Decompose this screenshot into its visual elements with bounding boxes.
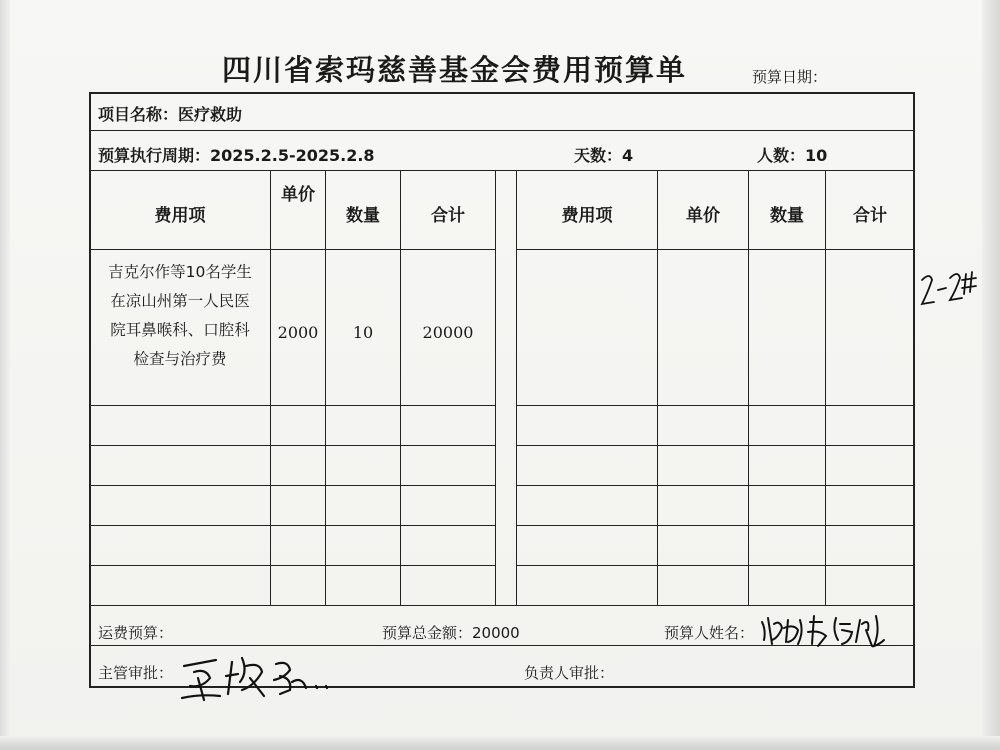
budget-person-label: 预算人姓名： — [664, 624, 755, 642]
supervisor-signature — [176, 648, 336, 704]
header-total: 合计 — [431, 206, 465, 226]
row-divider — [89, 130, 915, 131]
row-divider — [89, 565, 495, 566]
row-divider — [89, 249, 495, 250]
header-quantity: 数量 — [346, 206, 380, 226]
row-divider — [89, 445, 495, 446]
column-divider — [825, 170, 826, 605]
expense-item-line: 吉克尔作等10名学生 — [108, 263, 252, 281]
execution-period: 预算执行周期：2025.2.5-2025.2.8 — [98, 146, 375, 165]
row-divider — [516, 249, 915, 250]
header-unit-price-right: 单价 — [686, 206, 720, 226]
column-divider — [270, 170, 271, 605]
header-total-right: 合计 — [853, 206, 887, 226]
header-quantity-right: 数量 — [770, 206, 804, 226]
margin-handwritten-note — [918, 262, 980, 310]
column-divider — [748, 170, 749, 605]
shipping-budget-label: 运费预算： — [98, 624, 174, 642]
days-count: 天数：4 — [574, 146, 634, 165]
row-divider — [89, 405, 495, 406]
table-separator — [516, 170, 517, 605]
row-divider — [516, 525, 915, 526]
row-divider — [516, 445, 915, 446]
quantity-value: 10 — [352, 323, 374, 342]
unit-price-value: 2000 — [277, 323, 319, 342]
budget-table-frame — [89, 92, 915, 688]
column-divider — [325, 170, 326, 605]
total-value: 20000 — [422, 323, 474, 342]
column-divider — [495, 170, 496, 605]
people-count: 人数：10 — [757, 146, 828, 165]
expense-item-line: 在凉山州第一人民医 — [110, 292, 250, 310]
header-expense-item: 费用项 — [154, 206, 206, 226]
row-divider — [89, 170, 915, 171]
expense-item-line: 院耳鼻喉科、口腔科 — [110, 321, 250, 339]
budget-person-signature — [758, 610, 888, 650]
header-expense-item-right: 费用项 — [561, 206, 613, 226]
scan-edge-right — [982, 0, 1000, 750]
budget-date-label: 预算日期： — [752, 68, 828, 86]
scan-edge-bottom — [0, 736, 1000, 750]
row-divider — [516, 565, 915, 566]
row-divider — [516, 485, 915, 486]
scan-edge-left — [0, 0, 10, 750]
responsible-approval-label: 负责人审批： — [524, 664, 615, 682]
row-divider — [516, 405, 915, 406]
expense-item-line: 检查与治疗费 — [133, 350, 227, 368]
project-name: 项目名称：医疗救助 — [98, 105, 243, 124]
expense-item-description — [92, 258, 268, 374]
row-divider — [89, 605, 915, 606]
column-divider — [400, 170, 401, 605]
row-divider — [89, 525, 495, 526]
column-divider — [657, 170, 658, 605]
document-title: 四川省索玛慈善基金会费用预算单 — [222, 53, 688, 87]
row-divider — [89, 485, 495, 486]
supervisor-approval-label: 主管审批： — [98, 664, 174, 682]
header-unit-price: 单价 — [281, 185, 315, 205]
total-budget: 预算总金额：20000 — [382, 624, 520, 642]
